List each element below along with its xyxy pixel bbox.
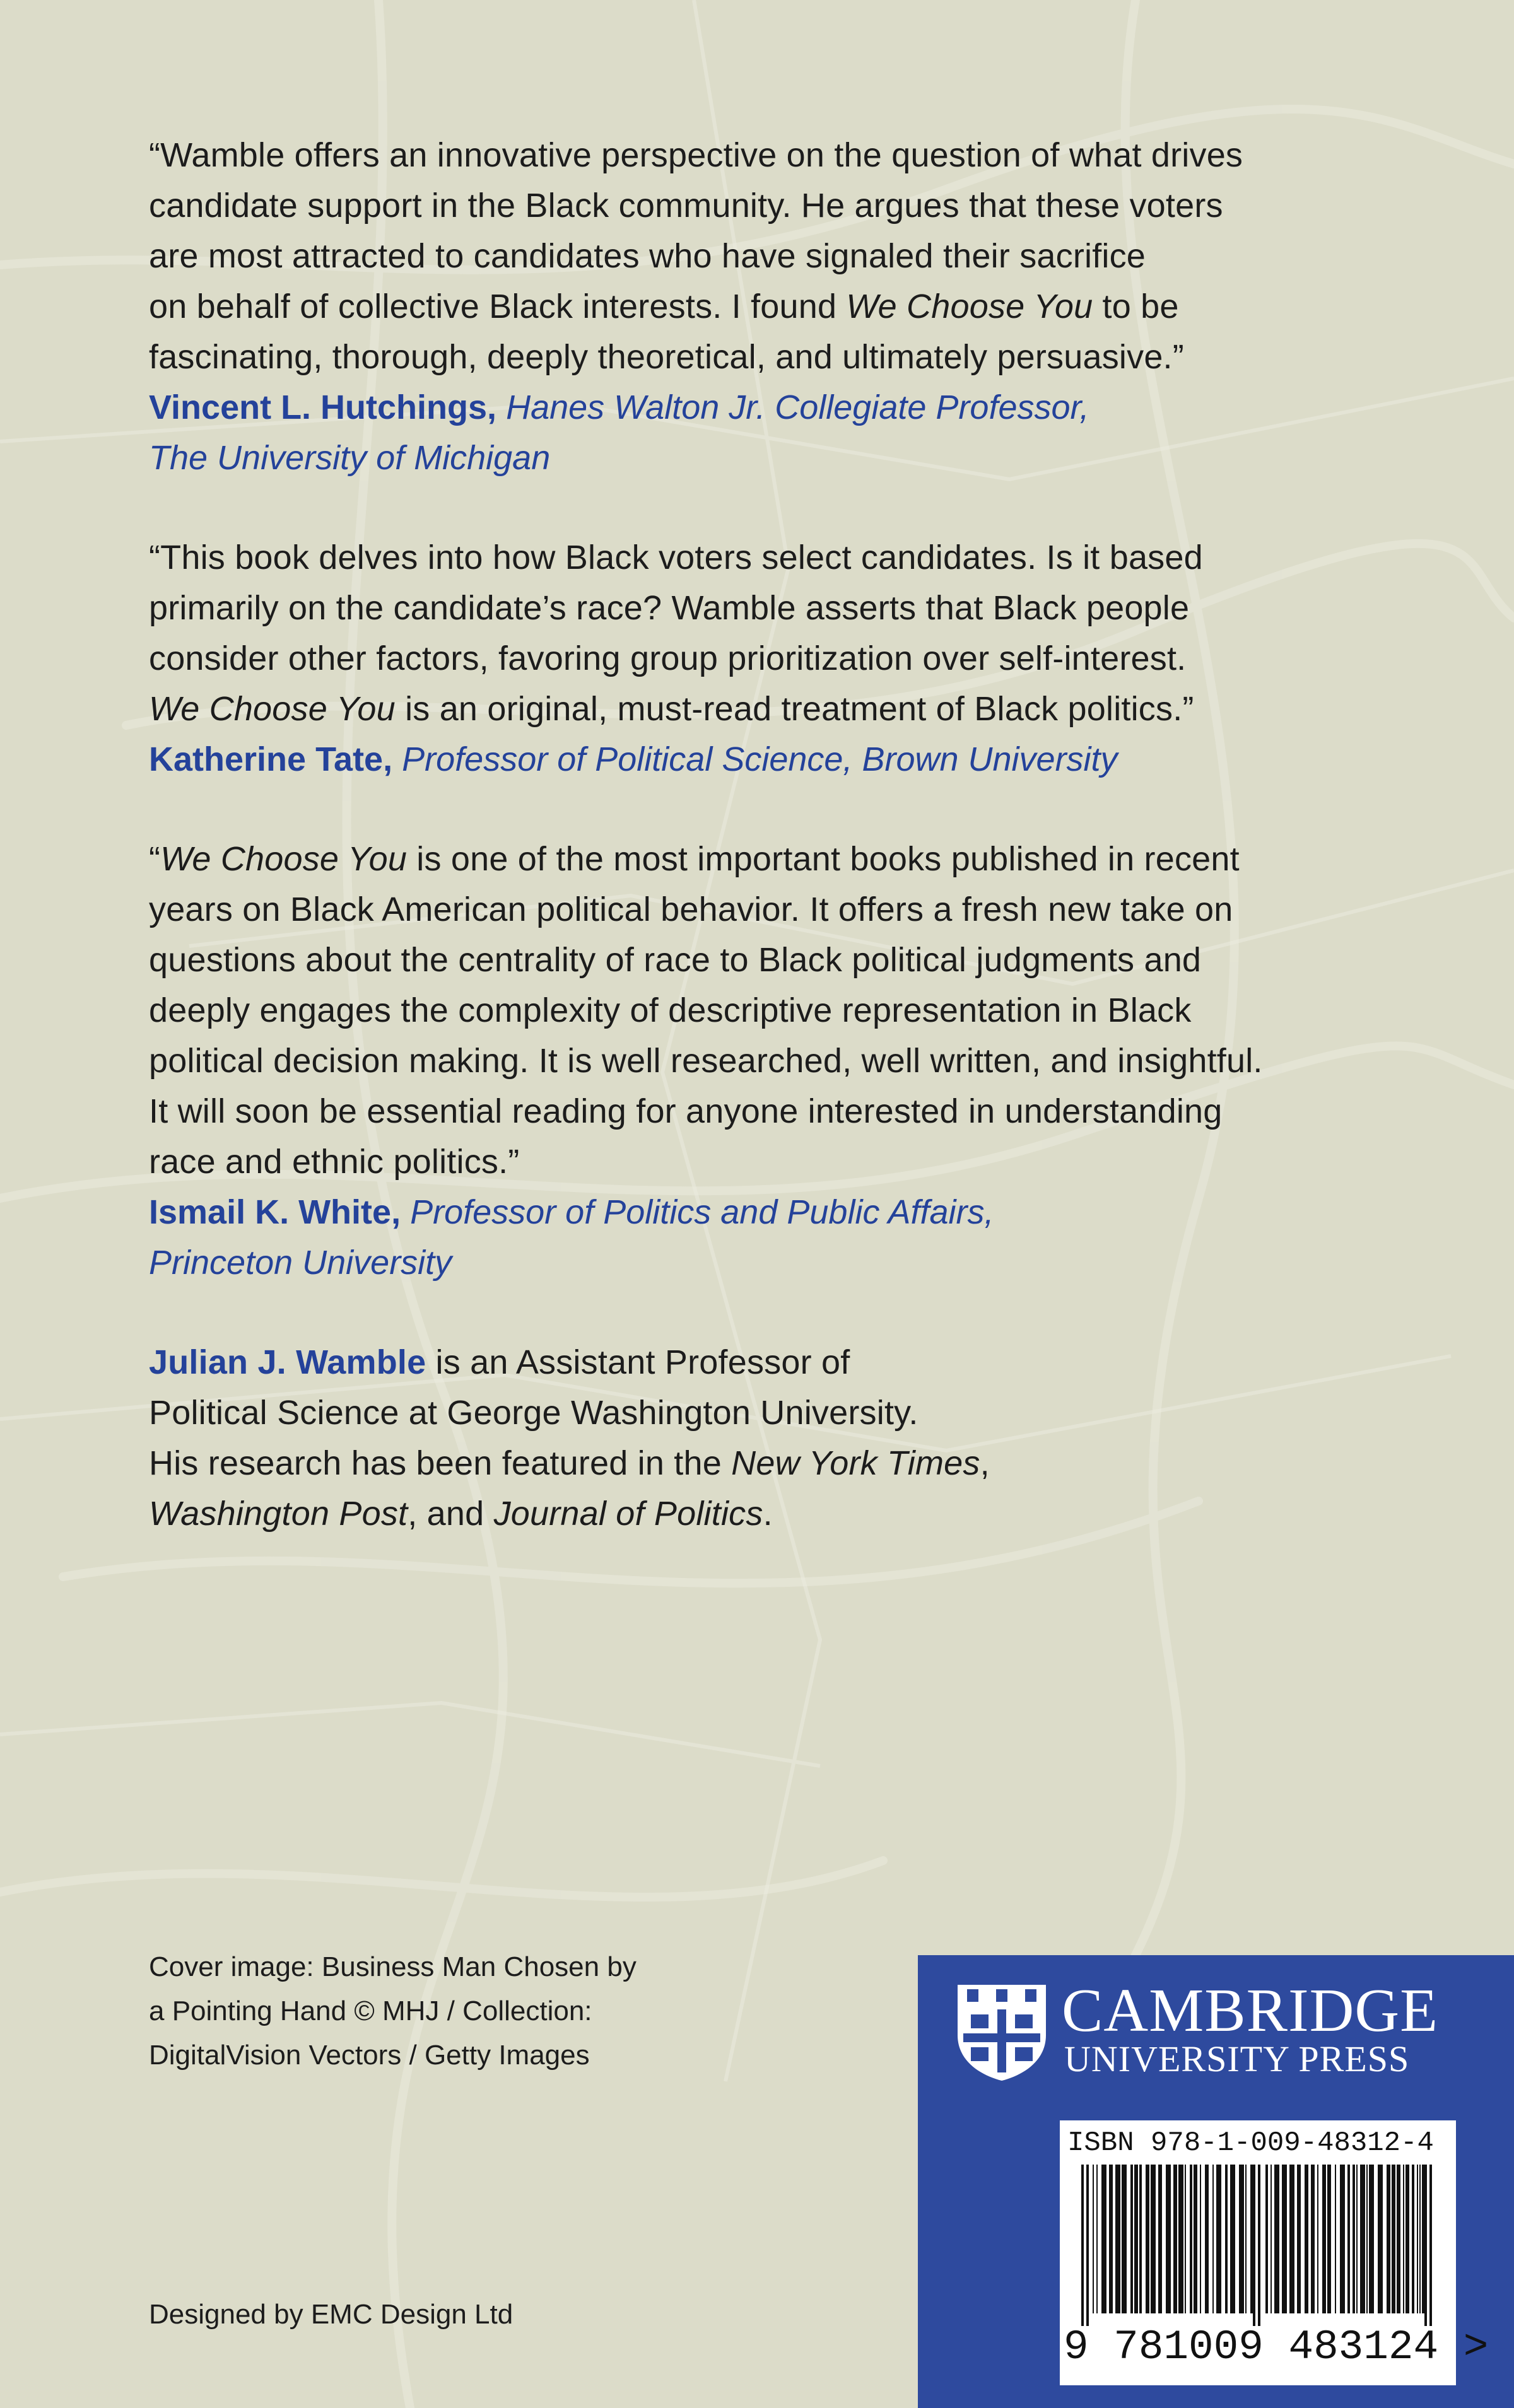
publisher-panel bbox=[918, 1955, 1514, 2408]
barcode-bar bbox=[1158, 2165, 1162, 2313]
barcode-bar bbox=[1230, 2165, 1235, 2313]
barcode-bar bbox=[1109, 2165, 1113, 2313]
barcode-bar bbox=[1239, 2165, 1244, 2313]
barcode-bar bbox=[1212, 2165, 1214, 2313]
quote-text: “Wamble offers an innovative perspective on the question of what drives candidate support in the Black community. He argues that these voters are most attracted to candidates who have signaled their sacrifice on behalf of collective Black interests. I found We Choose You to be fascinating, thorough, deeply theoretical, and ultimately persuasive.” bbox=[149, 136, 1243, 376]
barcode-bar bbox=[1422, 2165, 1424, 2313]
barcode-bar bbox=[1356, 2165, 1358, 2313]
barcode-bar bbox=[1225, 2165, 1228, 2313]
barcode-bar bbox=[1405, 2165, 1409, 2313]
barcode-bar bbox=[1369, 2165, 1374, 2313]
barcode-bars bbox=[1079, 2165, 1436, 2326]
publisher-name: CAMBRIDGE bbox=[1062, 1977, 1439, 2045]
publisher-subtitle: UNIVERSITY PRESS bbox=[1064, 2038, 1410, 2079]
barcode-bar bbox=[1146, 2165, 1149, 2313]
barcode-bar bbox=[1429, 2165, 1432, 2326]
barcode-bar bbox=[1353, 2165, 1355, 2313]
barcode-bar bbox=[1216, 2165, 1221, 2313]
endorsement-quote bbox=[149, 834, 1411, 1288]
quote-attribution bbox=[149, 734, 1411, 785]
barcode-bar bbox=[1205, 2165, 1209, 2313]
barcode-bar bbox=[1253, 2165, 1255, 2326]
barcode-bar bbox=[1412, 2165, 1414, 2313]
isbn-label: ISBN 978-1-009-48312-4 bbox=[1067, 2127, 1434, 2159]
barcode-bar bbox=[1297, 2165, 1301, 2313]
endorser-name: Vincent L. Hutchings, bbox=[149, 389, 497, 426]
barcode-bar bbox=[1378, 2165, 1383, 2313]
barcode-bar bbox=[1317, 2165, 1318, 2313]
barcode-bar bbox=[1173, 2165, 1177, 2313]
barcode-bar bbox=[1101, 2165, 1106, 2313]
barcode-bar bbox=[1397, 2165, 1400, 2313]
barcode-bar bbox=[1200, 2165, 1201, 2313]
barcode-bar bbox=[1419, 2165, 1421, 2313]
barcode-bar bbox=[1392, 2165, 1395, 2313]
endorser-name: Katherine Tate, bbox=[149, 740, 393, 778]
quote-attribution bbox=[149, 382, 1411, 483]
credit-line: a Pointing Hand © MHJ / Collection: bbox=[149, 1996, 592, 2026]
author-bio bbox=[149, 1337, 1411, 1539]
endorser-title: Hanes Walton Jr. Collegiate Professor, The University of Michigan bbox=[149, 389, 1089, 477]
barcode-bar bbox=[1424, 2165, 1427, 2326]
barcode-bar bbox=[1366, 2165, 1368, 2313]
cover-image-credit bbox=[149, 1945, 780, 2078]
barcode-bar bbox=[1166, 2165, 1171, 2313]
endorser-title: Professor of Political Science, Brown University bbox=[402, 740, 1118, 778]
barcode-bar bbox=[1258, 2165, 1260, 2326]
barcode-bar bbox=[1178, 2165, 1183, 2313]
barcode-bar bbox=[1093, 2165, 1094, 2313]
author-name: Julian J. Wamble bbox=[149, 1343, 426, 1381]
barcode-bar bbox=[1190, 2165, 1192, 2313]
barcode-bar bbox=[1403, 2165, 1404, 2313]
barcode-bar bbox=[1387, 2165, 1390, 2313]
barcode-bar bbox=[1265, 2165, 1268, 2313]
barcode-bar bbox=[1245, 2165, 1247, 2313]
barcode-bar bbox=[1311, 2165, 1315, 2313]
barcode-bar bbox=[1115, 2165, 1120, 2313]
barcode-bar bbox=[1270, 2165, 1272, 2313]
isbn-barcode bbox=[1060, 2120, 1489, 2385]
barcode-bar bbox=[1322, 2165, 1326, 2313]
barcode-bar bbox=[1340, 2165, 1345, 2313]
barcode-bar bbox=[1130, 2165, 1133, 2313]
barcode-bar bbox=[1134, 2165, 1138, 2313]
designer-credit: Designed by EMC Design Ltd bbox=[149, 2299, 513, 2330]
credit-line: DigitalVision Vectors / Getty Images bbox=[149, 2040, 590, 2071]
endorser-name: Ismail K. White, bbox=[149, 1193, 401, 1231]
barcode-bar bbox=[1096, 2165, 1098, 2313]
barcode-bar bbox=[1139, 2165, 1142, 2313]
cambridge-shield-icon bbox=[954, 1982, 1049, 2083]
barcode-bar bbox=[1282, 2165, 1287, 2313]
endorser-title: Professor of Politics and Public Affairs, Princeton University bbox=[149, 1193, 994, 1282]
endorsement-quote bbox=[149, 130, 1411, 483]
quote-text: “We Choose You is one of the most important books published in recent years on Black American political behavior. It offers a fresh new take on questions about the centrality of race to Black political judgments and deeply engages the complexity of descriptive representation in Black political decision making. It is well researched, well written, and insightful. It will soon be essential reading for anyone interested in understanding race and ethnic politics.” bbox=[149, 840, 1263, 1181]
barcode-bar bbox=[1347, 2165, 1350, 2313]
author-bio-text: Julian J. Wamble is an Assistant Professor of Political Science at George Washington University. His research has been featured in the New York Times, Washington Post, and Journal of Politics. bbox=[149, 1343, 990, 1533]
barcode-bar bbox=[1194, 2165, 1197, 2313]
barcode-bar bbox=[1185, 2165, 1186, 2313]
barcode-bar bbox=[1327, 2165, 1331, 2313]
endorsement-quote bbox=[149, 532, 1411, 785]
barcode-bar bbox=[1122, 2165, 1127, 2313]
barcode-bar bbox=[1274, 2165, 1279, 2313]
barcode-bar bbox=[1151, 2165, 1156, 2313]
quote-attribution bbox=[149, 1187, 1411, 1288]
barcode-bar bbox=[1081, 2165, 1084, 2326]
barcode-digits: 9 781009 483124 > bbox=[1064, 2323, 1489, 2371]
barcode-bar bbox=[1335, 2165, 1336, 2313]
credit-line: Cover image: Business Man Chosen by bbox=[149, 1951, 637, 1982]
back-cover-text bbox=[149, 130, 1411, 1539]
barcode-bar bbox=[1305, 2165, 1308, 2313]
quote-text: “This book delves into how Black voters select candidates. Is it based primarily on the candidate’s race? Wamble asserts that Black people consider other factors, favoring group prioritization over self-interest. We Choose You is an original, must-read treatment of Black politics.” bbox=[149, 539, 1203, 728]
barcode-bar bbox=[1417, 2165, 1418, 2313]
barcode-bar bbox=[1086, 2165, 1089, 2326]
barcode-bar bbox=[1289, 2165, 1294, 2313]
barcode-bar bbox=[1360, 2165, 1365, 2313]
